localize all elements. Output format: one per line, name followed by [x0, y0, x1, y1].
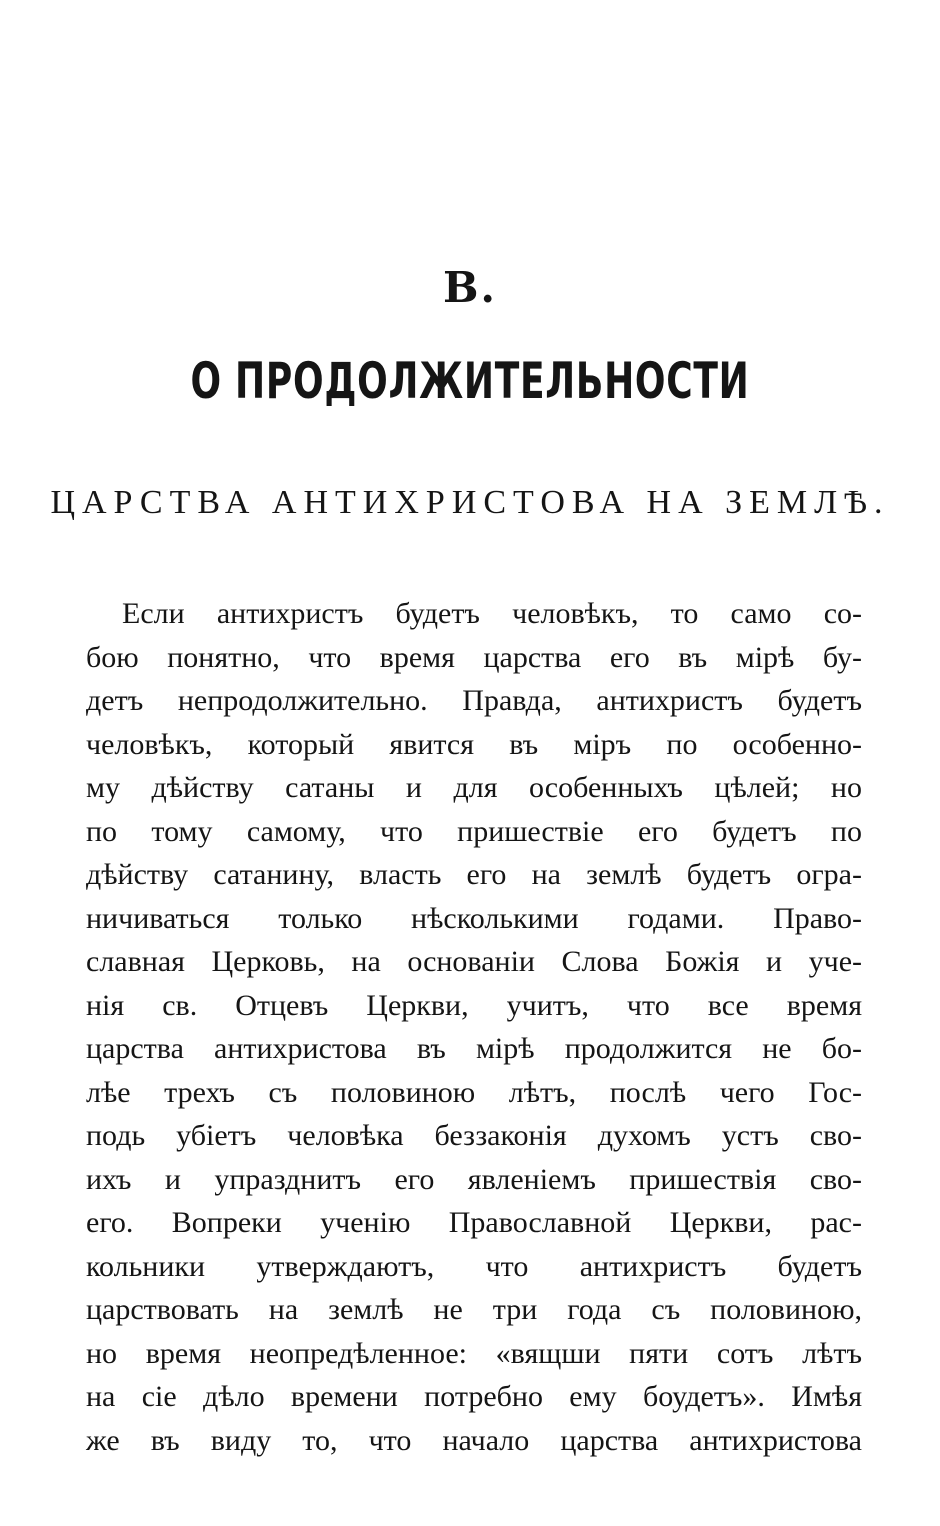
- text-line: детъ непродолжительно. Правда, антихристъ будетъ: [86, 684, 862, 717]
- text-line: царства антихристова въ мірѣ продолжится не бо-: [86, 1032, 862, 1065]
- text-line: его. Вопреки ученію Православной Церкви, рас-: [86, 1206, 862, 1239]
- text-line: но время неопредѣленное: «вящши пяти сотъ лѣтъ: [86, 1336, 862, 1370]
- text-line: Если антихристъ будетъ человѣкъ, то само со-: [122, 597, 862, 630]
- text-line: кольники утверждаютъ, что антихристъ будетъ: [86, 1249, 862, 1283]
- text-line: на сіе дѣло времени потребно ему боудетъ». Имѣя: [86, 1380, 862, 1413]
- chapter-title: О ПРОДОЛЖИТЕЛЬНОСТИ: [190, 352, 750, 410]
- text-line: по тому самому, что пришествіе его будетъ по: [86, 814, 862, 848]
- text-line: ихъ и упразднитъ его явленіемъ пришествія сво-: [86, 1162, 862, 1196]
- text-line: му дѣйству сатаны и для особенныхъ цѣлей; но: [86, 771, 862, 804]
- text-line: лѣе трехъ съ половиною лѣтъ, послѣ чего Гос-: [86, 1075, 862, 1109]
- text-line: славная Церковь, на основаніи Слова Божія и уче-: [86, 945, 862, 978]
- text-line: же въ виду то, что начало царства антихристова: [86, 1423, 862, 1457]
- text-line: бою понятно, что время царства его въ мірѣ бу-: [86, 640, 862, 674]
- text-line: дѣйству сатанину, власть его на землѣ будетъ огра-: [86, 858, 862, 891]
- chapter-subtitle: ЦАРСТВА АНТИХРИСТОВА НА ЗЕМЛѢ.: [50, 484, 890, 521]
- text-line: подь убіетъ человѣка беззаконія духомъ устъ сво-: [86, 1119, 862, 1152]
- text-line: человѣкъ, который явится въ міръ по особенно-: [86, 727, 862, 761]
- text-line: ничиваться только нѣсколькими годами. Право-: [86, 901, 862, 935]
- section-letter: В.: [442, 263, 498, 312]
- text-line: нія св. Отцевъ Церкви, учитъ, что все время: [86, 988, 862, 1022]
- body-paragraph: [86, 592, 862, 1462]
- text-line: царствовать на землѣ не три года съ половиною,: [86, 1293, 862, 1326]
